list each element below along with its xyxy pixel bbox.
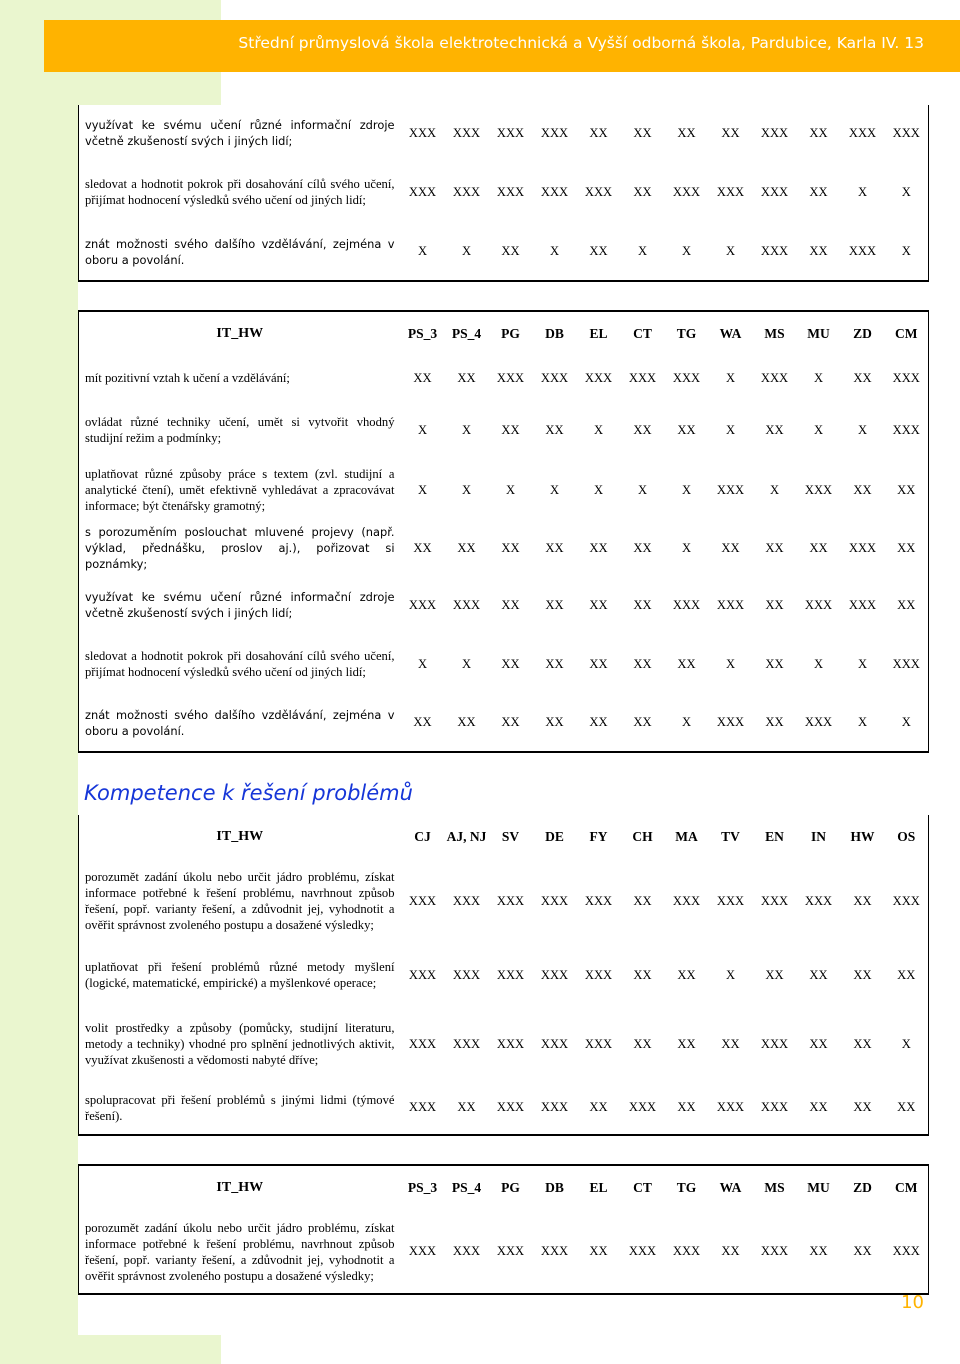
column-header: HW: [850, 829, 875, 844]
rating-cell: XXX: [408, 1100, 437, 1114]
column-header: CH: [632, 829, 653, 844]
rating-cell: XXX: [540, 967, 569, 982]
competence-text: sledovat a hodnotit pokrok při dosahování cílů svého učení, přijímat hodnocení výsledků svého učení od jiných lidí;: [85, 177, 395, 207]
rating-cell: XXX: [760, 1244, 789, 1258]
column-header: DE: [545, 829, 564, 844]
rating-cell: XXX: [540, 125, 569, 140]
rating-cell: XX: [589, 1100, 608, 1114]
rating-cell: XXX: [760, 370, 789, 385]
rating-cell: XX: [809, 540, 828, 555]
column-header: CJ: [414, 829, 431, 844]
rating-cell: X: [461, 244, 472, 258]
column-header: TV: [721, 829, 740, 844]
rating-cell: XX: [457, 715, 476, 729]
rating-cell: XX: [809, 1244, 828, 1258]
rating-cell: XX: [589, 597, 608, 612]
column-header: AJ, NJ: [446, 829, 487, 844]
rating-cell: XXX: [408, 184, 437, 199]
rating-cell: XX: [677, 1100, 696, 1114]
rating-cell: XXX: [760, 893, 789, 908]
rating-cell: XXX: [848, 540, 877, 555]
rating-cell: X: [461, 422, 472, 437]
rating-cell: XX: [853, 1100, 872, 1114]
column-header: WA: [719, 326, 742, 341]
rating-cell: XXX: [540, 1244, 569, 1258]
competence-text: znát možnosti svého dalšího vzdělávání, zejména v oboru a povolání.: [85, 707, 395, 738]
rating-cell: XXX: [848, 244, 877, 258]
competence-text: porozumět zadání úkolu nebo určit jádro problému, získat informace potřebné k řešení problému, navrhnout způsob řešení, popř. varianty řešení, a zdůvodnit jej, vyhodnotit a ověřit správnost zvoleného postupu a dosažené výsledky;: [85, 1220, 395, 1283]
column-header: PS_4: [451, 1180, 482, 1195]
rating-cell: XX: [765, 597, 784, 612]
rating-cell: XXX: [672, 597, 701, 612]
section-title-problem-solving: Kompetence k řešení problémů: [84, 781, 413, 805]
rating-cell: XX: [853, 893, 872, 908]
rating-cell: X: [725, 370, 736, 385]
rating-cell: XX: [589, 540, 608, 555]
rating-cell: XX: [897, 1100, 916, 1114]
rating-cell: X: [505, 482, 516, 497]
rating-cell: XX: [897, 482, 916, 497]
column-header: FY: [589, 829, 608, 844]
rating-cell: X: [593, 482, 604, 497]
column-header: SV: [501, 829, 520, 844]
rating-cell: XX: [853, 1244, 872, 1258]
rating-cell: XXX: [892, 125, 920, 140]
rating-cell: XXX: [452, 184, 481, 199]
rating-cell: XX: [633, 422, 652, 437]
rating-cell: XXX: [452, 967, 481, 982]
rating-cell: X: [857, 184, 868, 199]
table-problem-solving-general: [78, 815, 929, 1136]
competence-text: znát možnosti svého dalšího vzdělávání, zejména v oboru a povolání.: [85, 236, 395, 267]
rating-cell: XXX: [628, 370, 657, 385]
column-header: PS_4: [451, 326, 482, 341]
rating-cell: XX: [897, 967, 916, 982]
rating-cell: XX: [765, 715, 784, 729]
column-header: MS: [764, 326, 785, 341]
rating-cell: XX: [765, 656, 784, 671]
header-label: IT_HW: [216, 326, 264, 341]
table-row: [79, 859, 929, 943]
rating-cell: XX: [633, 540, 652, 555]
table-row: [79, 576, 929, 634]
rating-cell: X: [813, 656, 824, 671]
rating-cell: XXX: [452, 597, 481, 612]
column-header: IN: [810, 829, 826, 844]
column-header: PS_3: [407, 1180, 438, 1195]
table-learning-continued: [78, 105, 929, 282]
column-header: EL: [589, 1180, 608, 1195]
page-content: [78, 105, 929, 1335]
rating-cell: XX: [809, 967, 828, 982]
rating-cell: XXX: [716, 597, 745, 612]
table-row: [79, 223, 929, 281]
rating-cell: XXX: [760, 125, 789, 140]
rating-cell: XX: [633, 184, 652, 199]
page-header: [44, 20, 960, 72]
rating-cell: X: [637, 244, 648, 258]
rating-cell: X: [549, 244, 560, 258]
rating-cell: XX: [853, 482, 872, 497]
rating-cell: XX: [897, 540, 916, 555]
table-row: [79, 694, 929, 752]
rating-cell: XXX: [408, 893, 437, 908]
rating-cell: XXX: [408, 125, 437, 140]
rating-cell: XXX: [584, 967, 613, 982]
rating-cell: XX: [501, 715, 520, 729]
rating-cell: XXX: [496, 184, 525, 199]
rating-cell: XX: [809, 244, 828, 258]
rating-cell: X: [593, 422, 604, 437]
rating-cell: XXX: [540, 370, 569, 385]
column-header: MU: [807, 1180, 830, 1195]
rating-cell: XXX: [584, 370, 613, 385]
rating-cell: X: [681, 244, 692, 258]
rating-cell: XXX: [540, 184, 569, 199]
rating-cell: XX: [633, 967, 652, 982]
rating-cell: XX: [809, 1036, 828, 1051]
column-header: PG: [501, 326, 520, 341]
rating-cell: XX: [545, 597, 564, 612]
competence-text: mít pozitivní vztah k učení a vzdělávání;: [85, 371, 290, 385]
rating-cell: XXX: [496, 1244, 525, 1258]
rating-cell: XX: [589, 1244, 608, 1258]
rating-cell: XX: [501, 597, 520, 612]
rating-cell: XX: [809, 184, 828, 199]
header-label: IT_HW: [216, 1180, 264, 1195]
rating-cell: X: [901, 184, 911, 199]
rating-cell: XXX: [672, 184, 701, 199]
rating-cell: XXX: [760, 1036, 789, 1051]
rating-cell: XX: [677, 1036, 696, 1051]
rating-cell: XX: [633, 656, 652, 671]
rating-cell: X: [857, 715, 868, 729]
competence-text: ovládat různé techniky učení, umět si vytvořit vhodný studijní režim a podmínky;: [85, 415, 395, 445]
competence-text: uplatňovat při řešení problémů různé metody myšlení (logické, matematické, empirické) a myšlenkové operace;: [85, 960, 395, 990]
rating-cell: X: [901, 715, 911, 729]
rating-cell: XX: [765, 540, 784, 555]
rating-cell: XXX: [716, 184, 745, 199]
rating-cell: XX: [545, 715, 564, 729]
rating-cell: XXX: [584, 1036, 613, 1051]
rating-cell: XXX: [848, 597, 877, 612]
rating-cell: XX: [677, 656, 696, 671]
column-header: CM: [895, 1180, 918, 1195]
rating-cell: XXX: [716, 1100, 745, 1114]
rating-cell: XX: [545, 656, 564, 671]
column-header: MS: [764, 1180, 785, 1195]
rating-cell: XXX: [760, 244, 789, 258]
rating-cell: X: [417, 422, 428, 437]
column-header: WA: [719, 1180, 742, 1195]
header-title: Střední průmyslová škola elektrotechnická a Vyšší odborná škola, Pardubice, Karla IV. 13: [238, 34, 924, 52]
column-header: CM: [895, 326, 918, 341]
column-header: CT: [633, 326, 652, 341]
rating-cell: XX: [765, 967, 784, 982]
rating-cell: XXX: [804, 597, 833, 612]
column-header: PG: [501, 1180, 520, 1195]
rating-cell: XXX: [452, 893, 481, 908]
rating-cell: XXX: [892, 422, 920, 437]
rating-cell: XXX: [408, 1244, 437, 1258]
table-problem-solving-it-hw: [78, 1164, 929, 1295]
rating-cell: XX: [721, 540, 740, 555]
rating-cell: X: [725, 422, 736, 437]
table-row: [79, 520, 929, 576]
column-header: EN: [765, 829, 784, 844]
rating-cell: X: [857, 656, 868, 671]
rating-cell: X: [857, 422, 868, 437]
rating-cell: XX: [589, 656, 608, 671]
rating-cell: X: [681, 540, 692, 555]
rating-cell: XX: [413, 715, 432, 729]
rating-cell: XX: [501, 422, 520, 437]
competence-text: spolupracovat při řešení problémů s jinými lidmi (týmové řešení).: [85, 1092, 395, 1123]
column-header: PS_3: [407, 326, 438, 341]
rating-cell: XXX: [584, 893, 613, 908]
competence-text: využívat ke svému učení různé informační zdroje včetně zkušeností svých i jiných lidí;: [85, 118, 395, 148]
column-header: CT: [633, 1180, 652, 1195]
rating-cell: XXX: [716, 482, 745, 497]
rating-cell: XX: [457, 1100, 476, 1114]
rating-cell: XXX: [584, 184, 613, 199]
table-row: [79, 1081, 929, 1135]
rating-cell: X: [417, 656, 428, 671]
rating-cell: XX: [589, 125, 608, 140]
column-header: TG: [676, 1180, 697, 1195]
competence-text: s porozuměním poslouchat mluvené projevy (např. výklad, přednášku, proslov aj.), pořizovat si poznámky;: [85, 525, 395, 571]
rating-cell: XXX: [892, 1244, 920, 1258]
rating-cell: XX: [457, 540, 476, 555]
rating-cell: XXX: [408, 967, 437, 982]
rating-cell: XX: [633, 125, 652, 140]
rating-cell: X: [813, 422, 824, 437]
rating-cell: XXX: [804, 482, 833, 497]
rating-cell: XXX: [496, 967, 525, 982]
rating-cell: XXX: [540, 1100, 569, 1114]
rating-cell: X: [461, 656, 472, 671]
rating-cell: XX: [501, 656, 520, 671]
rating-cell: XXX: [496, 370, 525, 385]
rating-cell: XXX: [892, 370, 920, 385]
column-header: DB: [545, 326, 564, 341]
rating-cell: X: [461, 482, 472, 497]
rating-cell: XXX: [804, 893, 833, 908]
rating-cell: XXX: [452, 1244, 481, 1258]
rating-cell: X: [725, 967, 736, 982]
rating-cell: XXX: [540, 1036, 569, 1051]
rating-cell: XXX: [408, 597, 437, 612]
rating-cell: X: [417, 482, 428, 497]
rating-cell: XX: [897, 597, 916, 612]
rating-cell: XX: [721, 1036, 740, 1051]
rating-cell: XX: [677, 967, 696, 982]
rating-cell: XXX: [716, 893, 745, 908]
rating-cell: XX: [677, 422, 696, 437]
rating-cell: X: [901, 244, 911, 258]
rating-cell: XXX: [540, 893, 569, 908]
table-row: [79, 460, 929, 520]
table-row: [79, 943, 929, 1007]
rating-cell: XXX: [716, 715, 745, 729]
rating-cell: X: [637, 482, 648, 497]
column-header: MA: [675, 829, 698, 844]
rating-cell: XXX: [452, 125, 481, 140]
table-row: [79, 1007, 929, 1081]
competence-text: uplatňovat různé způsoby práce s textem (zvl. studijní a analytické čtení), umět efektivně vyhledávat a zpracovávat informace; být čtenářsky gramotný;: [85, 467, 395, 513]
rating-cell: XX: [633, 1036, 652, 1051]
competence-text: využívat ke svému učení různé informační zdroje včetně zkušeností svých i jiných lidí;: [85, 590, 395, 620]
rating-cell: X: [901, 1036, 911, 1051]
competence-text: volit prostředky a způsoby (pomůcky, studijní literaturu, metody a techniky) vhodné pro splnění jednotlivých aktivit, využívat zkušenosti a vědomosti nabyté dříve;: [85, 1021, 395, 1067]
rating-cell: X: [417, 244, 428, 258]
table-row: [79, 105, 929, 161]
rating-cell: XX: [853, 967, 872, 982]
rating-cell: XX: [545, 540, 564, 555]
column-header: ZD: [853, 1180, 872, 1195]
column-header: TG: [676, 326, 697, 341]
rating-cell: XX: [501, 244, 520, 258]
rating-cell: XXX: [628, 1244, 657, 1258]
rating-cell: X: [681, 715, 692, 729]
rating-cell: XXX: [496, 1100, 525, 1114]
rating-cell: XXX: [804, 715, 833, 729]
table-row: [79, 356, 929, 400]
rating-cell: XX: [677, 125, 696, 140]
competence-text: porozumět zadání úkolu nebo určit jádro problému, získat informace potřebné k řešení problému, navrhnout způsob řešení, popř. varianty řešení, a zdůvodnit jej, vyhodnotit a ověřit správnost zvoleného postupu a dosažené výsledky;: [85, 870, 395, 932]
table-row: [79, 1210, 929, 1294]
rating-cell: XX: [809, 1100, 828, 1114]
header-label: IT_HW: [216, 829, 264, 844]
rating-cell: X: [769, 482, 780, 497]
rating-cell: XX: [853, 1036, 872, 1051]
rating-cell: XX: [721, 125, 740, 140]
table-row: [79, 634, 929, 694]
rating-cell: XXX: [892, 893, 920, 908]
rating-cell: XXX: [452, 1036, 481, 1051]
rating-cell: XXX: [408, 1036, 437, 1051]
column-header: OS: [897, 829, 916, 844]
rating-cell: X: [725, 244, 736, 258]
column-header: ZD: [853, 326, 872, 341]
rating-cell: XX: [633, 597, 652, 612]
rating-cell: XXX: [892, 656, 920, 671]
rating-cell: XX: [589, 244, 608, 258]
rating-cell: XX: [721, 1244, 740, 1258]
rating-cell: X: [813, 370, 824, 385]
rating-cell: XX: [809, 125, 828, 140]
competence-text: sledovat a hodnotit pokrok při dosahování cílů svého učení, přijímat hodnocení výsledků svého učení od jiných lidí;: [85, 649, 395, 679]
column-header: DB: [545, 1180, 564, 1195]
rating-cell: XXX: [628, 1100, 657, 1114]
page-number: 10: [901, 1292, 924, 1313]
rating-cell: XXX: [672, 893, 701, 908]
rating-cell: X: [725, 656, 736, 671]
rating-cell: XXX: [672, 370, 701, 385]
rating-cell: XX: [589, 715, 608, 729]
rating-cell: XXX: [760, 184, 789, 199]
rating-cell: XX: [633, 893, 652, 908]
rating-cell: XX: [765, 422, 784, 437]
table-row: [79, 161, 929, 223]
rating-cell: XXX: [848, 125, 877, 140]
rating-cell: XXX: [760, 1100, 789, 1114]
rating-cell: XX: [545, 422, 564, 437]
table-row: [79, 400, 929, 460]
rating-cell: XXX: [672, 1244, 701, 1258]
rating-cell: XXX: [496, 125, 525, 140]
rating-cell: X: [681, 482, 692, 497]
rating-cell: XX: [413, 540, 432, 555]
rating-cell: XX: [457, 370, 476, 385]
column-header: MU: [807, 326, 830, 341]
rating-cell: XXX: [496, 893, 525, 908]
rating-cell: XX: [501, 540, 520, 555]
rating-cell: XX: [853, 370, 872, 385]
rating-cell: XX: [413, 370, 432, 385]
rating-cell: X: [549, 482, 560, 497]
column-header: EL: [589, 326, 608, 341]
rating-cell: XX: [633, 715, 652, 729]
rating-cell: XXX: [496, 1036, 525, 1051]
table-learning-it-hw: [78, 310, 929, 753]
